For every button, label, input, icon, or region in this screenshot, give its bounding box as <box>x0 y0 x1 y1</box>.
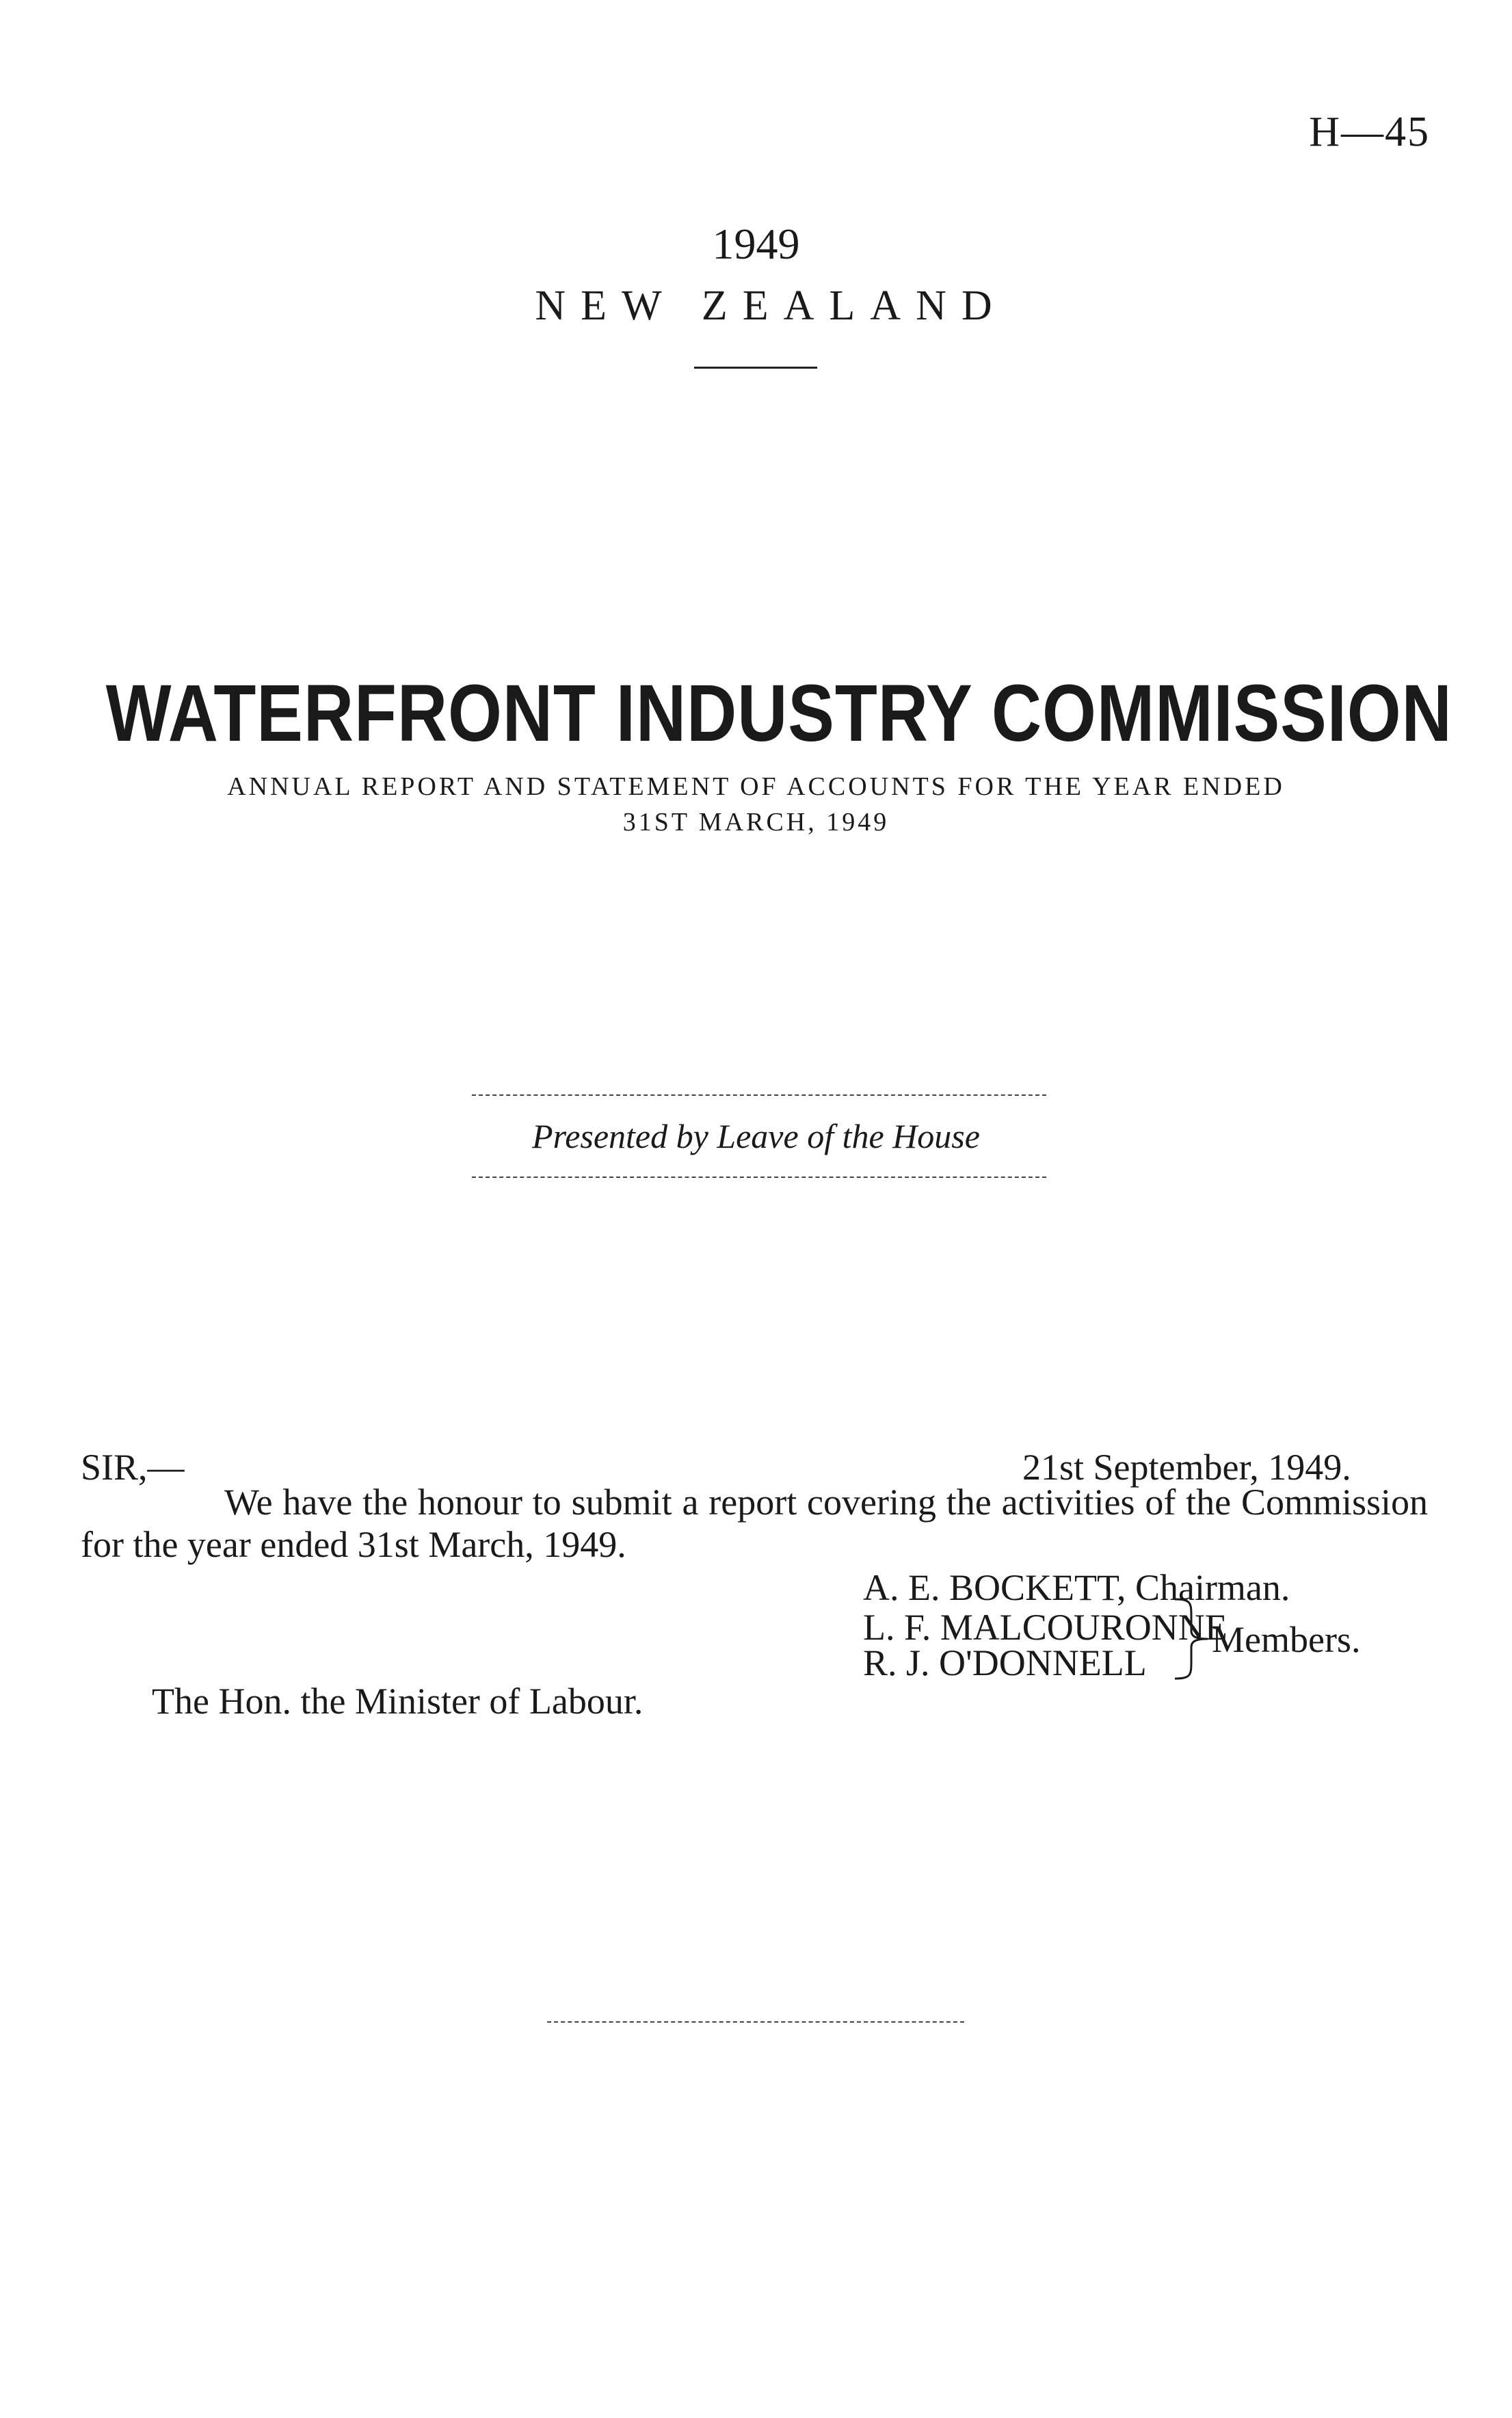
document-code: H—45 <box>1309 109 1430 155</box>
letter-date: 21st September, 1949. <box>1022 1447 1351 1488</box>
publication-year: 1949 <box>712 220 800 268</box>
letter-addressee: The Hon. the Minister of Labour. <box>152 1681 644 1722</box>
presented-note: Presented by Leave of the House <box>532 1117 980 1155</box>
header-divider <box>694 367 817 369</box>
presented-divider-bottom <box>472 1177 1046 1178</box>
signatory-member-2: R. J. O'DONNELL <box>863 1642 1147 1683</box>
report-subtitle-line-2: 31ST MARCH, 1949 <box>622 808 890 837</box>
signatory-chairman: A. E. BOCKETT, Chairman. <box>863 1567 1290 1608</box>
letter-salutation: SIR,— <box>81 1447 185 1488</box>
letter-body: We have the honour to submit a report covering the activities of the Commission for the year ended 31st March, 1949. <box>81 1482 1428 1565</box>
members-label: Members. <box>1212 1619 1361 1660</box>
presented-divider-top <box>472 1094 1046 1096</box>
country-heading: NEW ZEALAND <box>535 282 1007 329</box>
footer-divider <box>547 2021 964 2023</box>
signatory-member-1: L. F. MALCOURONNE <box>863 1607 1228 1648</box>
report-title: WATERFRONT INDUSTRY COMMISSION <box>105 668 1453 759</box>
members-brace-icon <box>1171 1596 1212 1681</box>
report-subtitle-line-1: ANNUAL REPORT AND STATEMENT OF ACCOUNTS FOR THE YEAR ENDED <box>227 772 1285 801</box>
